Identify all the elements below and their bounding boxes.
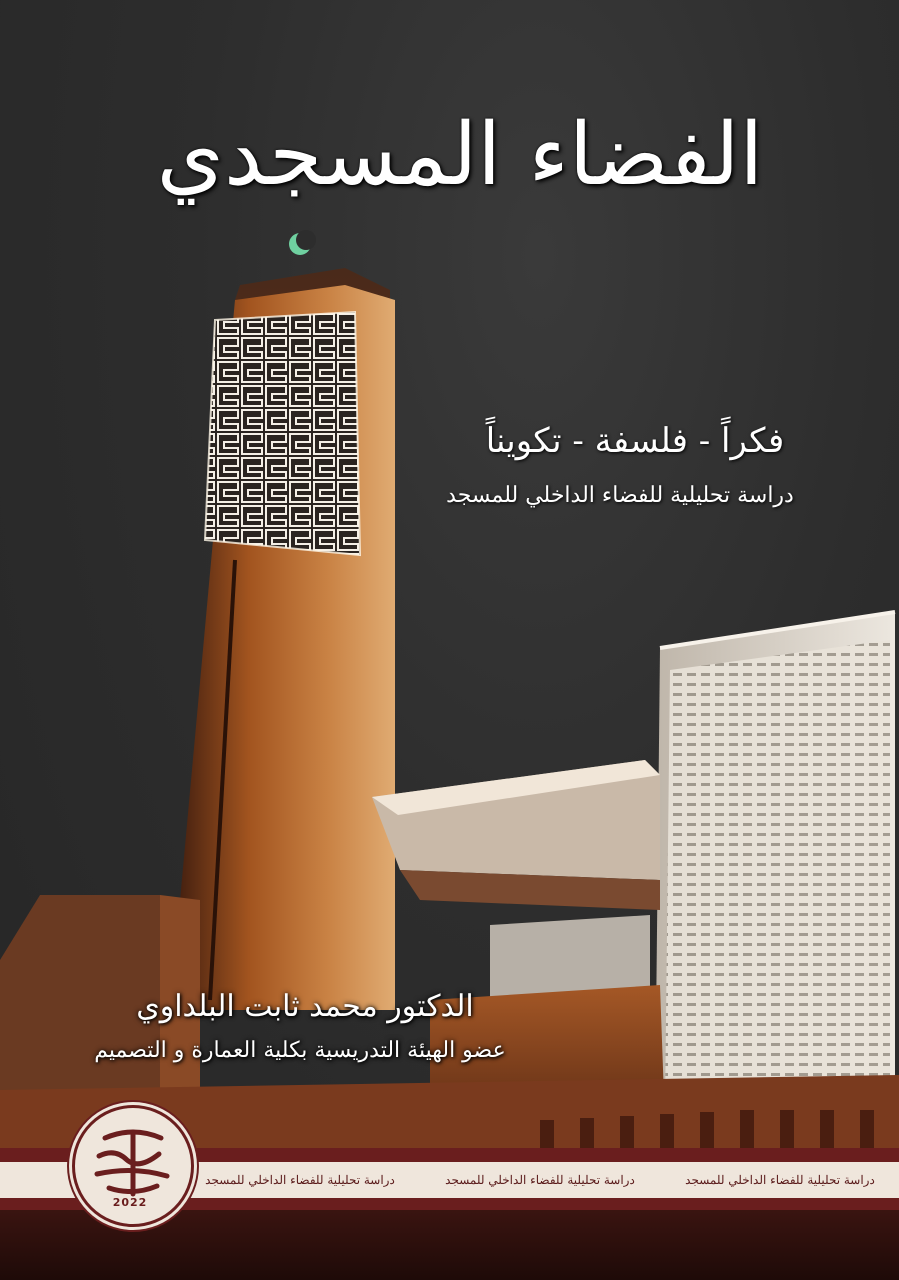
kufic-lantern (205, 312, 360, 555)
footer-strip-text: دراسة تحليلية للفضاء الداخلي للمسجد (445, 1173, 635, 1187)
book-title: الفضاء المسجدي (156, 105, 764, 205)
footer-strip-text: دراسة تحليلية للفضاء الداخلي للمسجد (685, 1173, 875, 1187)
book-subtitle-line2: دراسة تحليلية للفضاء الداخلي للمسجد (446, 483, 794, 508)
footer-strip-text: دراسة تحليلية للفضاء الداخلي للمسجد (205, 1173, 395, 1187)
author-name: الدكتور محمد ثابت البلداوي (136, 989, 474, 1024)
book-subtitle: فكراً - فلسفة - تكويناً (485, 421, 785, 461)
author-affiliation: عضو الهيئة التدريسية بكلية العمارة و التصميم (94, 1038, 506, 1063)
seal-year: 2022 (112, 1196, 148, 1209)
crescent-moon-icon (289, 230, 316, 255)
